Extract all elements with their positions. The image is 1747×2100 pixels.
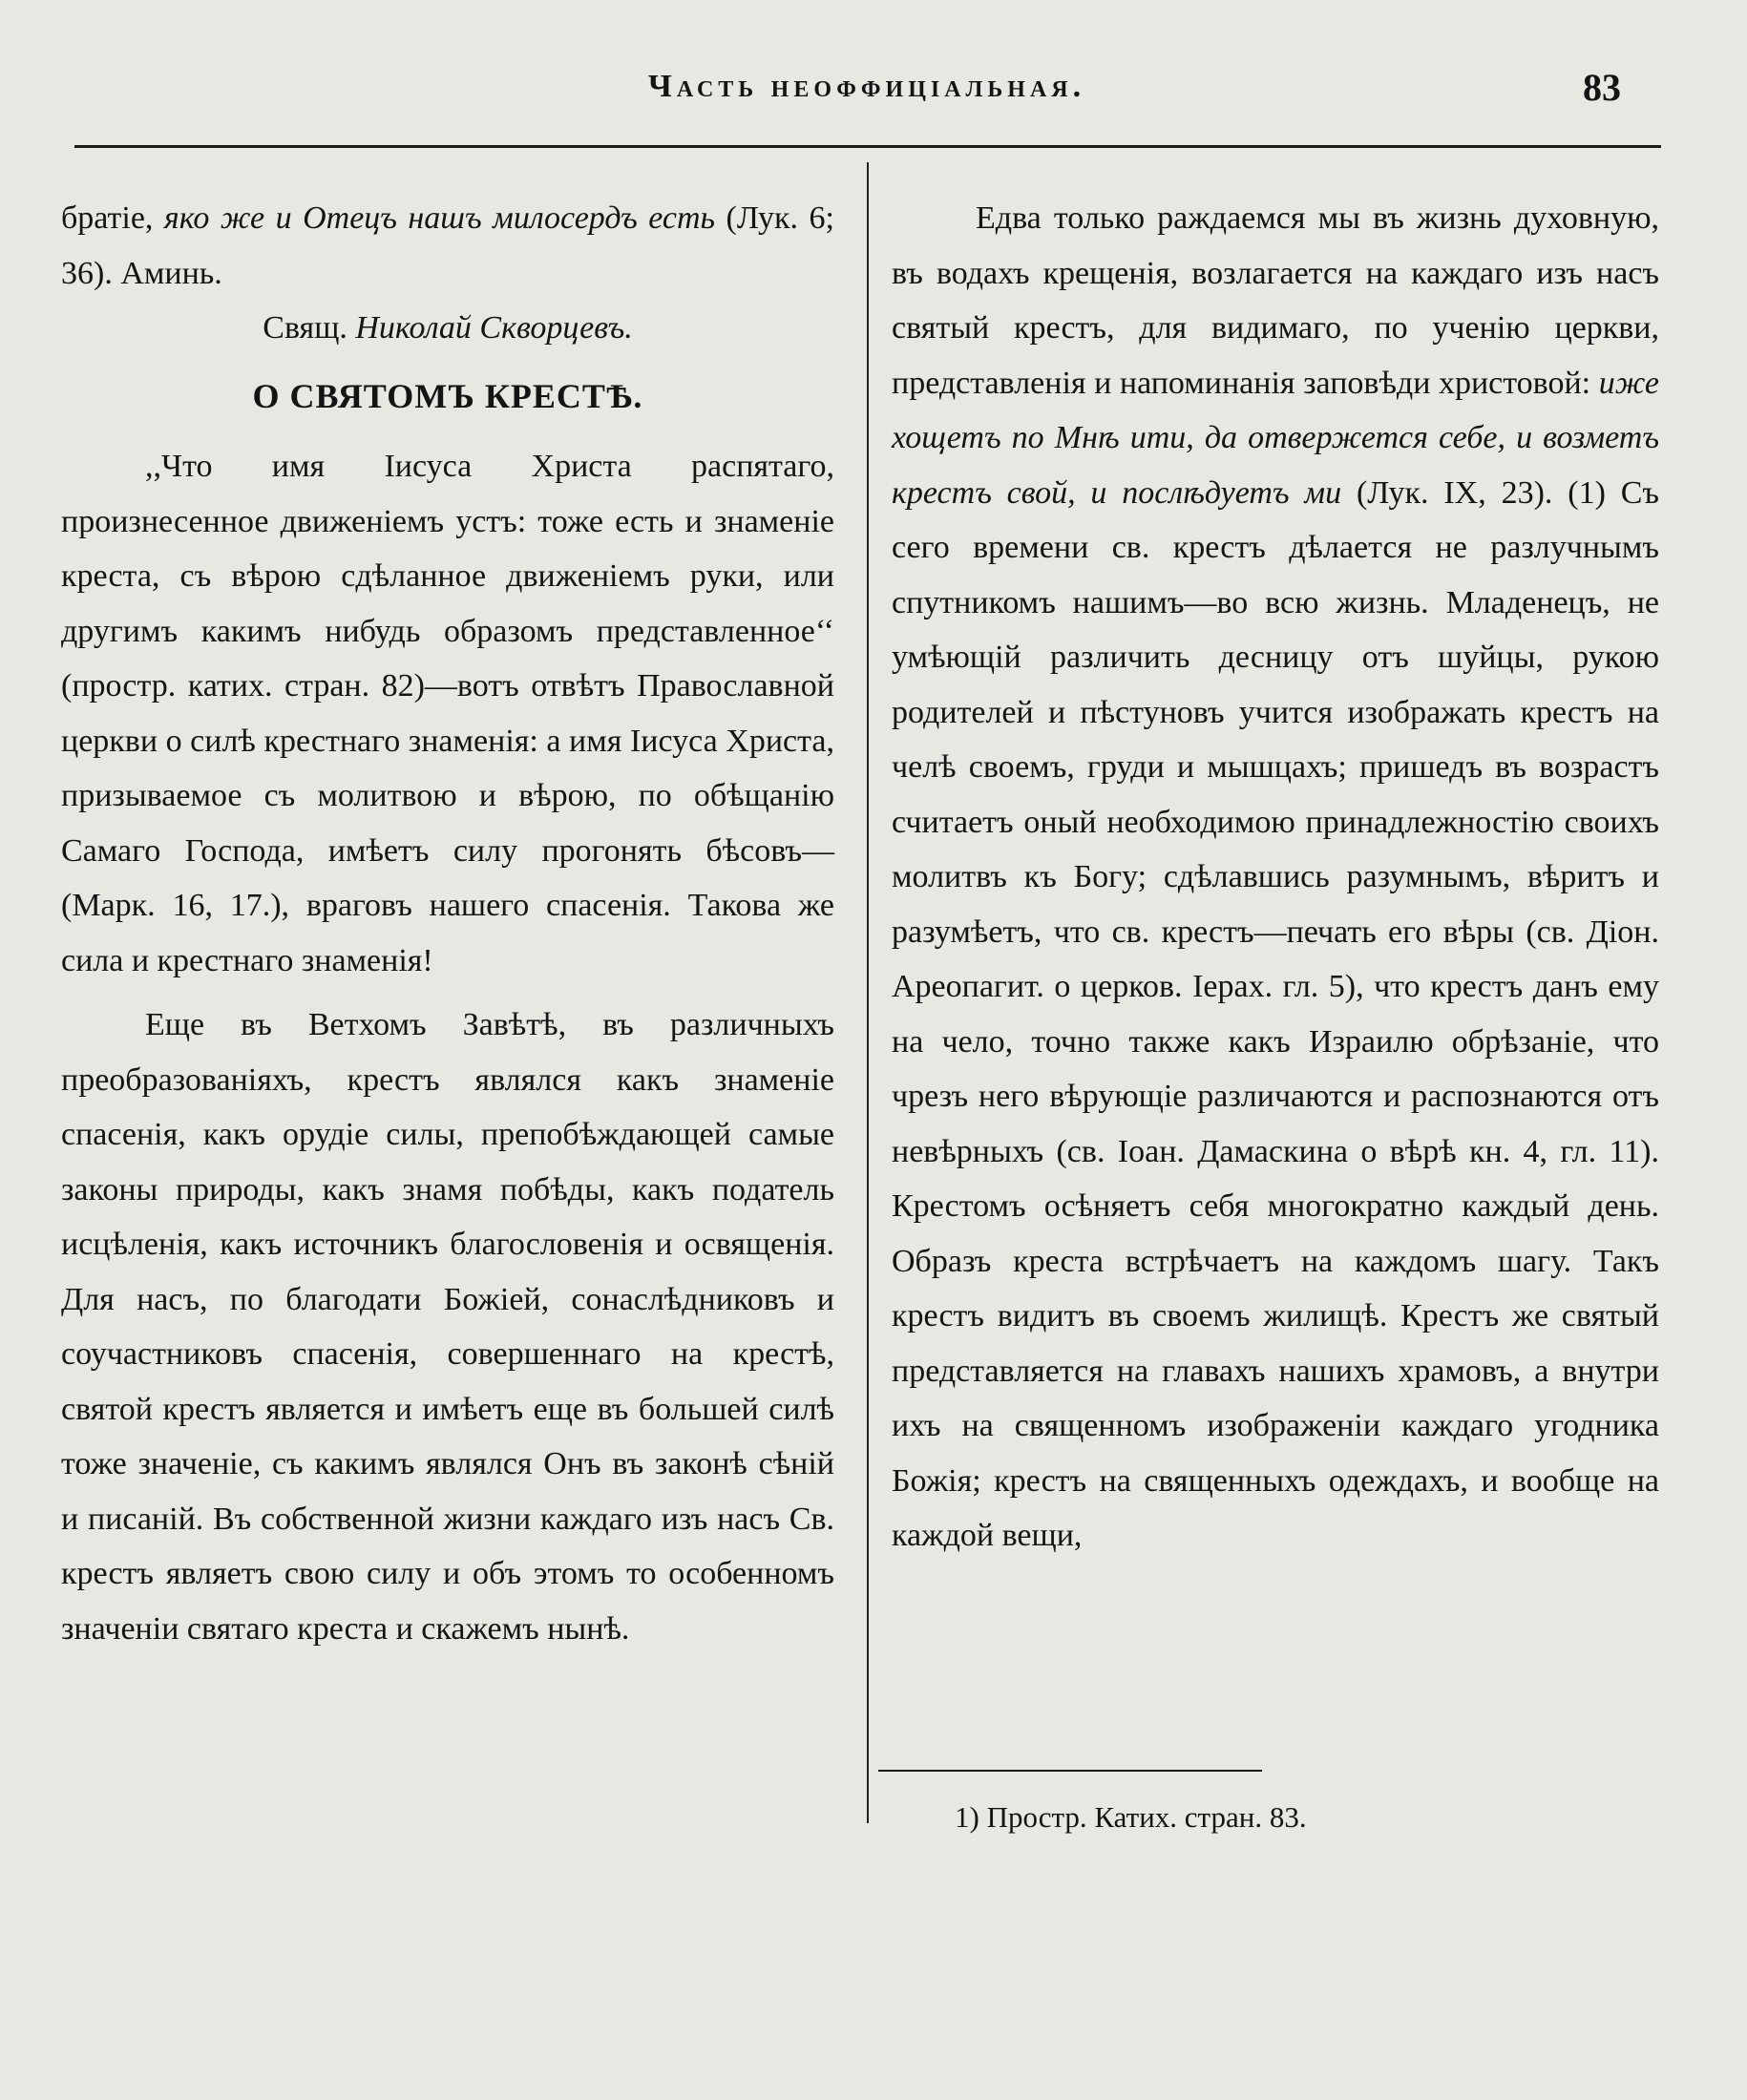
paragraph: ,,Что имя Іисуса Христа распятаго, произнесенное движеніемъ устъ: тоже есть и знаменіе креста, съ вѣрою сдѣланное движеніемъ руки, или другимъ какимъ нибудь образомъ представленное‘‘ (простр. катих. стран. 82)—вотъ отвѣтъ Православной церкви о силѣ крестнаго знаменія: а имя Іисуса Христа, призываемое съ молитвою и вѣрою, по обѣщанію Самаго Господа, имѣетъ силу прогонять бѣсовъ—(Марк. 16, 17.), враговъ нашего спасенія. Такова же сила и крестнаго знаменія! bbox=[61, 449, 834, 978]
closing-reference: (Лук. 6; 36). Аминь. bbox=[61, 200, 834, 291]
paragraph bbox=[892, 191, 1659, 1564]
left-column bbox=[61, 191, 834, 1656]
header-rule bbox=[74, 145, 1661, 148]
running-head bbox=[74, 66, 1659, 122]
closing-quote: яко же и Отецъ нашъ милосердъ есть bbox=[163, 200, 715, 236]
closing-text: братіе, bbox=[61, 200, 164, 236]
right-column bbox=[892, 191, 1659, 1564]
page-number: 83 bbox=[1583, 66, 1621, 109]
article-title: О СВЯТОМЪ КРЕСТѢ. bbox=[252, 376, 643, 415]
scripture-quote: иже хощетъ по Мнѣ ити, да отвержется себе, и возметъ крестъ свой, и послѣдуетъ ми bbox=[892, 365, 1659, 511]
footnote: 1) Простр. Катих. стран. 83. bbox=[955, 1800, 1307, 1834]
paragraph: Еще въ Ветхомъ Завѣтѣ, въ различныхъ преобразованіяхъ, крестъ являлся какъ знаменіе спасенія, какъ орудіе силы, препобѣждающей самые законы природы, какъ знамя побѣды, какъ податель исцѣленія, какъ источникъ благословенія и освященія. Для насъ, по благодати Божіей, сонаслѣдниковъ и соучастниковъ спасенія, совершеннаго на крестѣ, святой крестъ является и имѣетъ еще въ большей силѣ тоже значеніе, съ какимъ являлся Онъ въ законѣ сѣній и писаній. Въ собственной жизни каждаго изъ насъ Св. крестъ являетъ свою силу и объ этомъ то особенномъ значеніи святаго креста и скажемъ нынѣ. bbox=[61, 1007, 834, 1647]
signature bbox=[61, 301, 834, 356]
paragraph-text: Едва только раждаемся мы въ жизнь духовную, въ водахъ крещенія, возлагается на каждаго изъ насъ святый крестъ, для видимаго, по ученію церкви, представленія и напоминанія заповѣди христовой: bbox=[892, 200, 1659, 401]
column-divider bbox=[867, 162, 869, 1823]
signature-title: Свящ. bbox=[263, 310, 356, 346]
paragraph-text: (Лук. IX, 23). (1) Съ сего времени св. крестъ дѣлается не разлучнымъ спутникомъ нашимъ—во всю жизнь. Младенецъ, не умѣющій различить десницу отъ шуйцы, рукою родителей и пѣстуновъ учится изображать крестъ на челѣ своемъ, груди и мышцахъ; пришедъ въ возрастъ считаетъ оный необходимою принадлежностію своихъ молитвъ къ Богу; сдѣлавшись разумнымъ, вѣритъ и разумѣетъ, что св. крестъ—печать его вѣры (св. Діон. Ареопагит. о церков. Іерах. гл. 5), что крестъ данъ ему на чело, точно также какъ Израилю обрѣзаніе, что чрезъ него вѣрующіе различаются и распознаются отъ невѣрныхъ (св. Іоан. Дамаскина о вѣрѣ кн. 4, гл. 11). Крестомъ осѣняетъ себя многократно каждый день. Образъ креста встрѣчаетъ на каждомъ шагу. Такъ крестъ видитъ въ своемъ жилищѣ. Крестъ же святый представляется на главахъ нашихъ храмовъ, а внутри ихъ на священномъ изображеніи каждаго угодника Божія; крестъ на священныхъ одеждахъ, и вообще на каждой вещи, bbox=[892, 474, 1660, 1553]
footnote-rule bbox=[878, 1770, 1262, 1772]
signature-name: Николай Скворцевъ. bbox=[355, 310, 633, 346]
running-title: Часть неоффиціальная. bbox=[647, 69, 1086, 104]
closing-paragraph bbox=[61, 191, 834, 301]
